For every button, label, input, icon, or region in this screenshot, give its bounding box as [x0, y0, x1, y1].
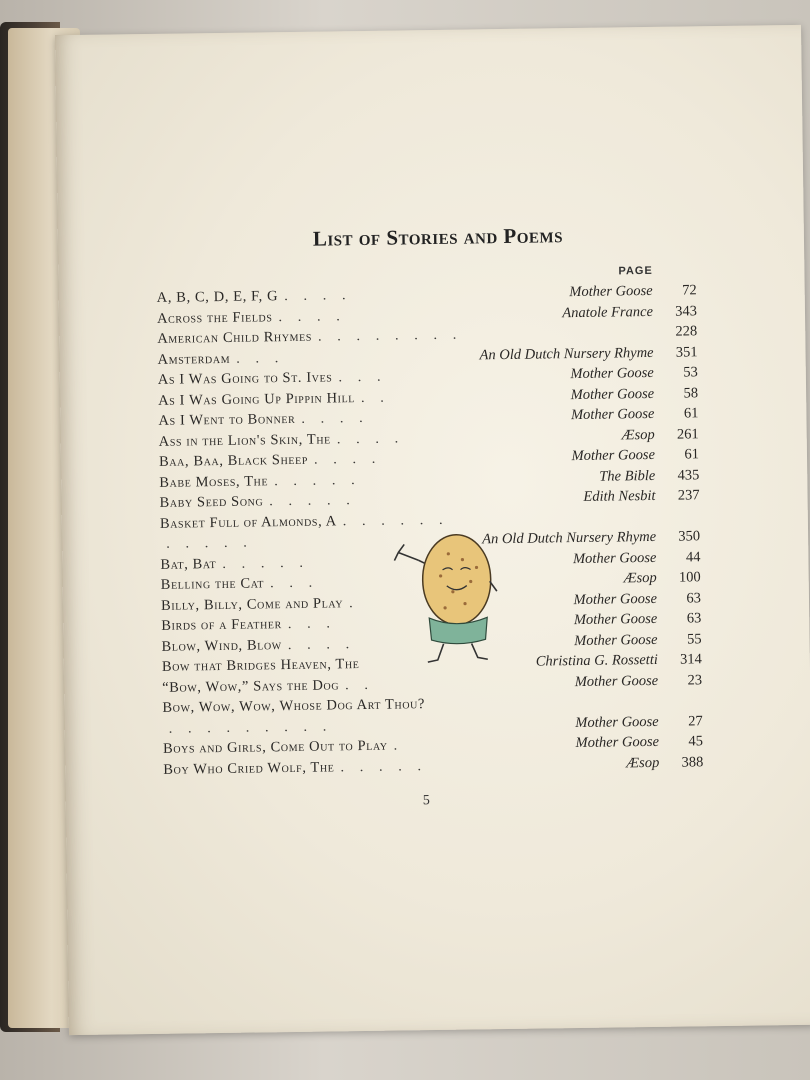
- entry-title: As I Went to Bonner: [158, 410, 296, 429]
- entry-source: Mother Goose: [574, 672, 659, 690]
- page-column-header: PAGE: [618, 264, 653, 278]
- dot-leader: . .: [344, 676, 375, 693]
- dot-leader: .: [348, 594, 359, 611]
- entry-page: 435: [677, 466, 700, 484]
- entry-page: 44: [685, 548, 701, 565]
- entry-page: 228: [675, 323, 698, 340]
- entry-source: Mother Goose: [570, 405, 655, 424]
- entry-page: [660, 506, 700, 507]
- entry-page: 23: [687, 671, 703, 688]
- entry-page: 58: [683, 384, 699, 402]
- entry-title: Baby Seed Song: [159, 493, 264, 511]
- dot-leader: . . .: [236, 349, 285, 367]
- entry-page: 351: [675, 343, 698, 361]
- entry-source: Christina G. Rossetti: [535, 651, 658, 670]
- dot-leader: . . . . . . . . .: [168, 717, 333, 737]
- entry-source: Mother Goose: [573, 590, 658, 608]
- entry-source: Mother Goose: [575, 733, 660, 752]
- entry-title: Birds of a Feather: [161, 616, 282, 634]
- dot-leader: .: [393, 737, 404, 754]
- entry-title: Bow, Wow, Wow, Whose Dog Art Thou?: [162, 696, 426, 716]
- entry-page: 350: [678, 528, 701, 545]
- entry-title: As I Was Going to St. Ives: [157, 369, 333, 388]
- dot-leader: . . .: [287, 615, 337, 633]
- entry-source: Æsop: [626, 754, 660, 771]
- page-title: List of Stories and Poems: [312, 223, 564, 251]
- entry-title: Across the Fields: [156, 308, 273, 327]
- entry-title: Boy Who Cried Wolf, The: [163, 758, 335, 778]
- entry-source: Mother Goose: [575, 713, 659, 731]
- dot-leader: . . . .: [287, 635, 356, 653]
- entry-source: Mother Goose: [569, 282, 653, 301]
- entry-title: Basket Full of Almonds, A: [159, 512, 337, 532]
- entry-title: American Child Rhymes: [157, 328, 313, 347]
- entry-source: The Bible: [599, 467, 656, 485]
- dot-leader: [359, 656, 365, 672]
- entry-source: Mother Goose: [571, 446, 656, 465]
- entry-source: Edith Nesbit: [583, 487, 656, 505]
- entry-title: Babe Moses, The: [159, 472, 269, 491]
- entry-title: Amsterdam: [157, 350, 231, 368]
- entry-title: Belling the Cat: [160, 575, 265, 593]
- entry-page: 61: [683, 405, 699, 422]
- entry-title: Billy, Billy, Come and Play: [160, 594, 344, 614]
- entry-title: Blow, Wind, Blow: [161, 636, 282, 655]
- entry-page: 45: [688, 733, 704, 750]
- entry-page: 63: [686, 610, 702, 627]
- dot-leader: . . . .: [313, 450, 382, 468]
- entry-source: Mother Goose: [570, 385, 655, 403]
- entry-page: 100: [678, 569, 701, 586]
- entry-page: [662, 690, 702, 691]
- entry-title: Baa, Baa, Black Sheep: [158, 451, 309, 470]
- dot-leader: . . .: [338, 368, 387, 386]
- dot-leader: . . .: [269, 574, 319, 592]
- entry-source: Mother Goose: [573, 610, 658, 629]
- entry-page: 261: [676, 425, 699, 443]
- page-number: 5: [422, 793, 430, 809]
- entry-page: 55: [686, 630, 702, 647]
- entry-title: “Bow, Wow,” Says the Dog: [162, 676, 340, 696]
- entry-source: An Old Dutch Nursery Rhyme: [479, 344, 654, 363]
- dot-leader: . . . . .: [274, 471, 361, 489]
- dot-leader: . . . .: [301, 409, 369, 427]
- entry-source: An Old Dutch Nursery Rhyme: [482, 528, 657, 548]
- entry-source: Mother Goose: [570, 364, 654, 383]
- entry-title: Bat, Bat: [160, 555, 217, 573]
- dot-leader: . . . . . .: [342, 511, 449, 529]
- dot-leader: . .: [360, 389, 390, 406]
- entry-title: Bow that Bridges Heaven, The: [161, 656, 360, 675]
- dot-leader: . . . . .: [340, 757, 428, 775]
- entry-page: 53: [683, 364, 698, 381]
- dot-leader: . . . .: [278, 307, 346, 325]
- dot-leader: . . . .: [336, 429, 405, 447]
- entry-page: 314: [679, 651, 702, 668]
- entry-title: As I Was Going Up Pippin Hill: [158, 389, 356, 409]
- dot-leader: . . . .: [284, 287, 352, 305]
- entry-page: 63: [686, 589, 702, 606]
- entry-title: A, B, C, D, E, F, G: [156, 288, 279, 306]
- entry-source: Anatole France: [562, 303, 654, 321]
- entry-title: Boys and Girls, Come Out to Play: [162, 737, 388, 757]
- entry-source: Mother Goose: [574, 631, 658, 649]
- book-page: [55, 25, 810, 1035]
- entry-source: Æsop: [621, 426, 655, 443]
- entry-page: 388: [681, 753, 704, 771]
- entry-page: 61: [684, 446, 700, 463]
- entry-page: 343: [675, 302, 698, 320]
- entry-page: 72: [682, 282, 697, 299]
- dot-leader: [425, 696, 431, 712]
- dot-leader: . . . . .: [269, 492, 356, 510]
- dot-leader: . . . . .: [166, 534, 253, 552]
- entry-page: 237: [677, 487, 700, 504]
- entry-page: 27: [688, 712, 703, 729]
- dot-leader: . . . . .: [222, 554, 310, 572]
- entry-source: Mother Goose: [572, 549, 657, 567]
- humpty-dumpty-illustration: [390, 529, 502, 671]
- entry-source: Æsop: [623, 569, 657, 587]
- dot-leader: . . . . . . . .: [317, 326, 463, 345]
- entry-title: Ass in the Lion's Skin, The: [158, 430, 331, 450]
